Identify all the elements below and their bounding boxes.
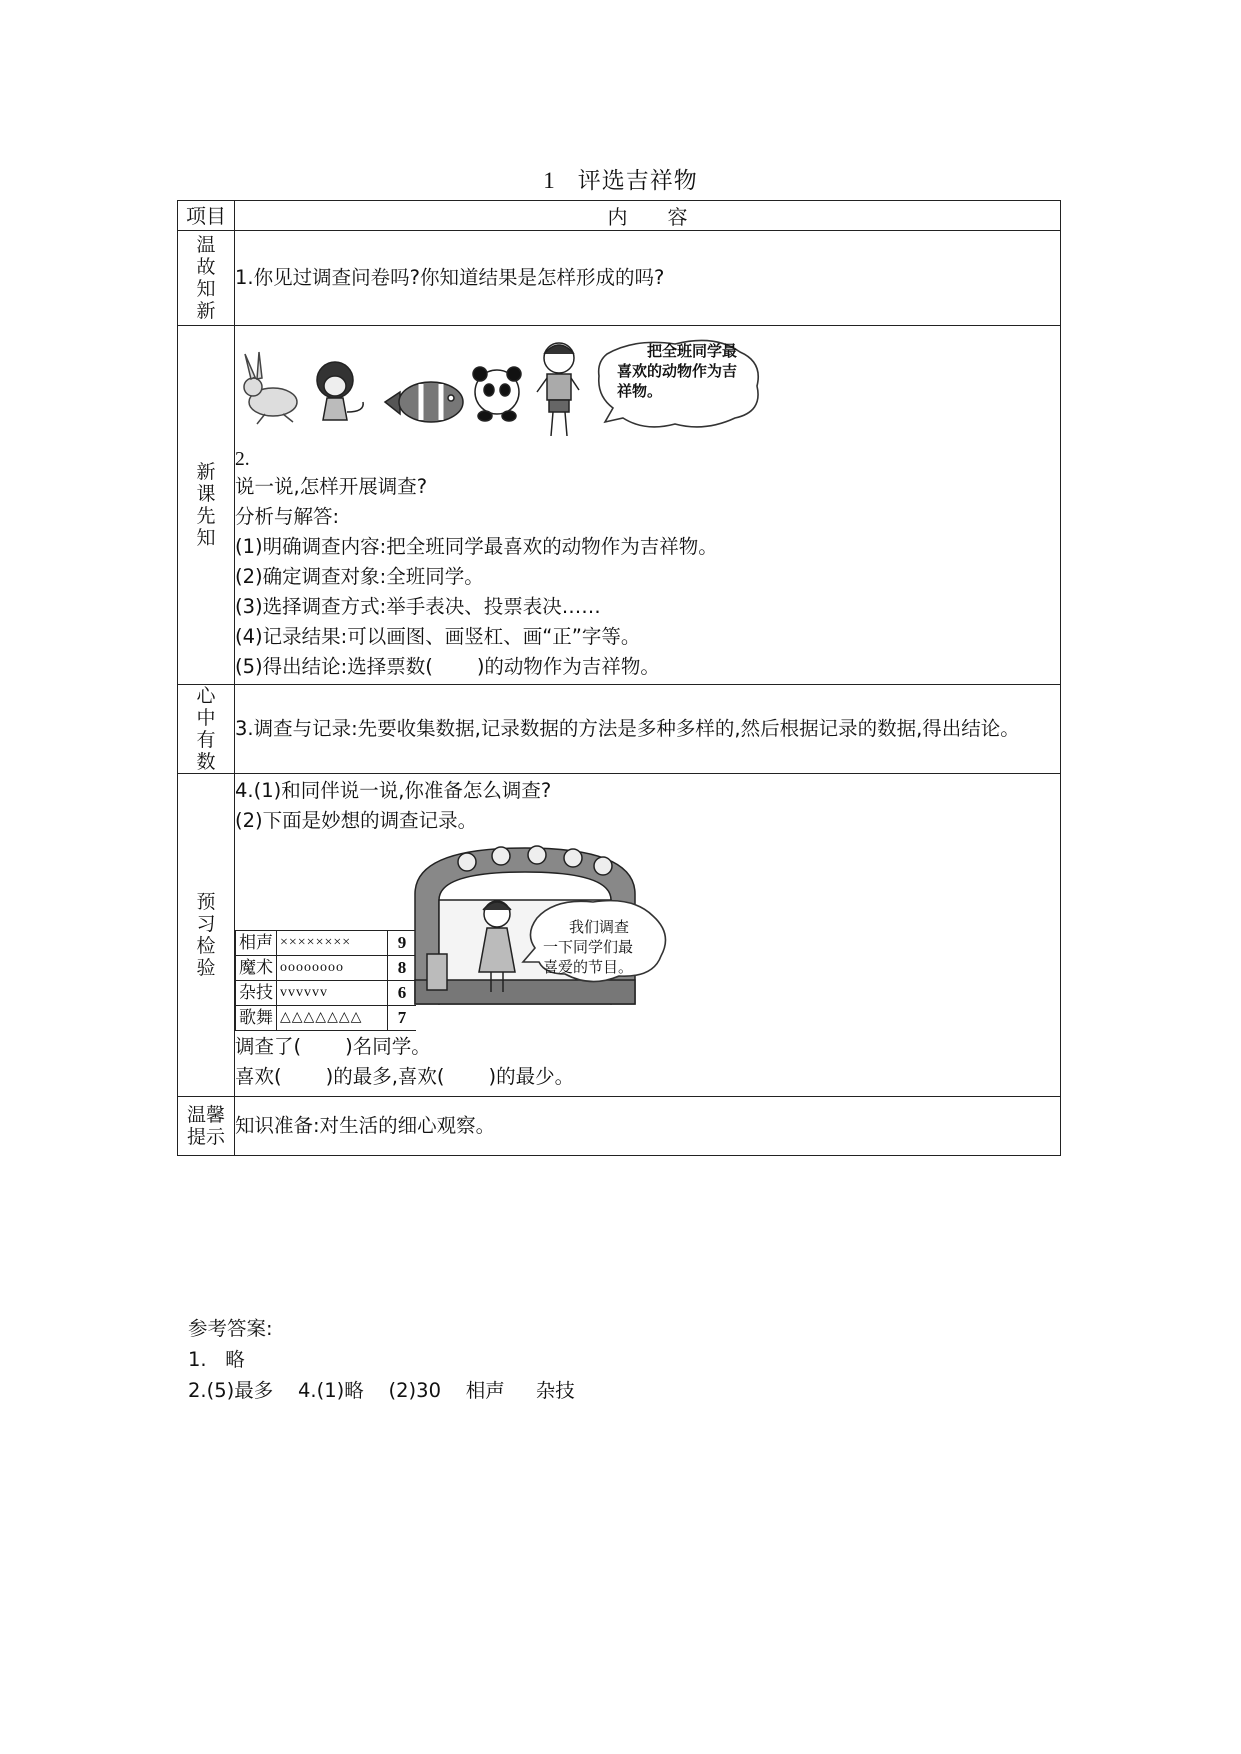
bubble-line: 把全班同学最 (647, 344, 738, 360)
text-fragment: )的最多,喜欢( (325, 1065, 445, 1088)
survey-record-table (235, 930, 416, 1031)
survey-bubble-text (543, 918, 633, 978)
record-marks: oooooooo (277, 956, 388, 981)
record-count: 9 (388, 931, 417, 956)
label-char: 先 (196, 505, 216, 527)
record-count: 6 (388, 981, 417, 1006)
label-text: 温馨 (186, 1104, 225, 1126)
section-new-lesson-content (235, 326, 1061, 685)
record-marks: vvvvvv (277, 981, 388, 1006)
animal-bubble-text (617, 342, 737, 402)
record-marks: △△△△△△△ (277, 1006, 388, 1031)
label-char: 新 (196, 461, 216, 483)
text-line: (2)确定调查对象:全班同学。 (235, 565, 484, 588)
section-preview-label (178, 774, 235, 1097)
survey-illustration (235, 836, 1060, 1032)
bubble-line: 祥物。 (617, 384, 663, 400)
text-fragment: )的最少。 (488, 1065, 575, 1088)
label-char: 故 (196, 256, 216, 278)
record-name: 相声 (236, 931, 277, 956)
boy-icon (537, 343, 579, 436)
bubble-line: 喜爱的节目。 (543, 960, 634, 976)
record-marks: ×××××××× (277, 931, 388, 956)
text-line: (1)明确调查内容:把全班同学最喜欢的动物作为吉祥物。 (235, 535, 718, 558)
text-fragment: )的动物作为吉祥物。 (476, 655, 660, 678)
label-char: 知 (196, 527, 216, 549)
section-summary-label (178, 685, 235, 774)
record-row (236, 931, 417, 956)
title-text: 评选吉祥物 (577, 168, 698, 194)
label-char: 习 (196, 913, 216, 935)
text-fragment: (5)得出结论:选择票数( (235, 655, 433, 678)
record-count: 8 (388, 956, 417, 981)
answer-line-2: 2.(5)最多 4.(1)略 (2)30 相声 杂技 (188, 1379, 575, 1402)
section-review-label (178, 231, 235, 326)
label-char: 验 (196, 957, 216, 979)
reference-answers (188, 1313, 575, 1406)
header-col2: 内 容 (235, 201, 1061, 231)
label-char: 有 (196, 729, 216, 751)
section-tip-row (178, 1097, 1061, 1156)
title-number: 1 (543, 168, 556, 193)
question-2-number: 2. (235, 449, 250, 470)
label-char: 预 (196, 891, 216, 913)
lesson-table (177, 200, 1061, 1156)
clownfish-icon (385, 382, 463, 422)
text-line: 分析与解答: (235, 505, 340, 528)
fill-blank-line (235, 1062, 1060, 1092)
rabbit-icon (244, 352, 297, 424)
record-name: 歌舞 (236, 1006, 277, 1031)
section-preview-content (235, 774, 1061, 1097)
section-tip-label (178, 1097, 235, 1156)
section-new-lesson-label (178, 326, 235, 685)
label-char: 温 (196, 234, 216, 256)
section-preview-row (178, 774, 1061, 1097)
text-line: (3)选择调查方式:举手表决、投票表决…… (235, 595, 601, 618)
text-line: 4.(1)和同伴说一说,你准备怎么调查? (235, 779, 552, 802)
tip-text: 知识准备:对生活的细心观察。 (235, 1114, 496, 1137)
label-text: 提示 (186, 1126, 225, 1148)
panda-icon (473, 367, 521, 421)
bubble-line: 我们调查 (569, 920, 630, 936)
header-row (178, 201, 1061, 231)
label-char: 中 (196, 707, 216, 729)
header-col1 (178, 201, 235, 231)
record-count: 7 (388, 1006, 417, 1031)
record-name: 魔术 (236, 956, 277, 981)
section-summary-content (235, 685, 1061, 774)
bubble-line: 一下同学们最 (543, 940, 634, 956)
record-row (236, 1006, 417, 1031)
text-fragment: )名同学。 (345, 1035, 431, 1058)
record-row (236, 981, 417, 1006)
text-line: (2)下面是妙想的调查记录。 (235, 809, 478, 832)
label-char: 数 (196, 751, 216, 773)
text-line: (4)记录结果:可以画图、画竖杠、画“正”字等。 (235, 625, 641, 648)
record-row (236, 956, 417, 981)
label-char: 知 (196, 278, 216, 300)
summary-text: 3.调查与记录:先要收集数据,记录数据的方法是多种多样的,然后根据记录的数据,得出结论。 (235, 717, 1020, 740)
text-line: 说一说,怎样开展调查? (235, 475, 428, 498)
section-review-row (178, 231, 1061, 326)
fill-blank-line (235, 652, 1060, 682)
label-char: 检 (196, 935, 216, 957)
section-review-content (235, 231, 1061, 326)
record-name: 杂技 (236, 981, 277, 1006)
section-tip-content (235, 1097, 1061, 1156)
section-new-lesson-row (178, 326, 1061, 685)
fill-blank-line (235, 1032, 1060, 1062)
label-char: 课 (196, 483, 216, 505)
bubble-line: 喜欢的动物作为吉 (617, 364, 738, 380)
page-title (0, 162, 1241, 195)
label-char: 心 (196, 685, 216, 707)
answer-line-1: 1. 略 (188, 1348, 245, 1371)
animals-illustration (235, 332, 1060, 448)
monkey-icon (317, 362, 363, 420)
header-col1-text: 项目 (186, 203, 226, 228)
question-1: 1.你见过调查问卷吗?你知道结果是怎样形成的吗? (235, 266, 665, 289)
text-fragment: 调查了( (235, 1035, 302, 1058)
label-char: 新 (196, 300, 216, 322)
section-summary-row (178, 685, 1061, 774)
text-fragment: 喜欢( (235, 1065, 282, 1088)
answers-heading: 参考答案: (188, 1317, 273, 1340)
